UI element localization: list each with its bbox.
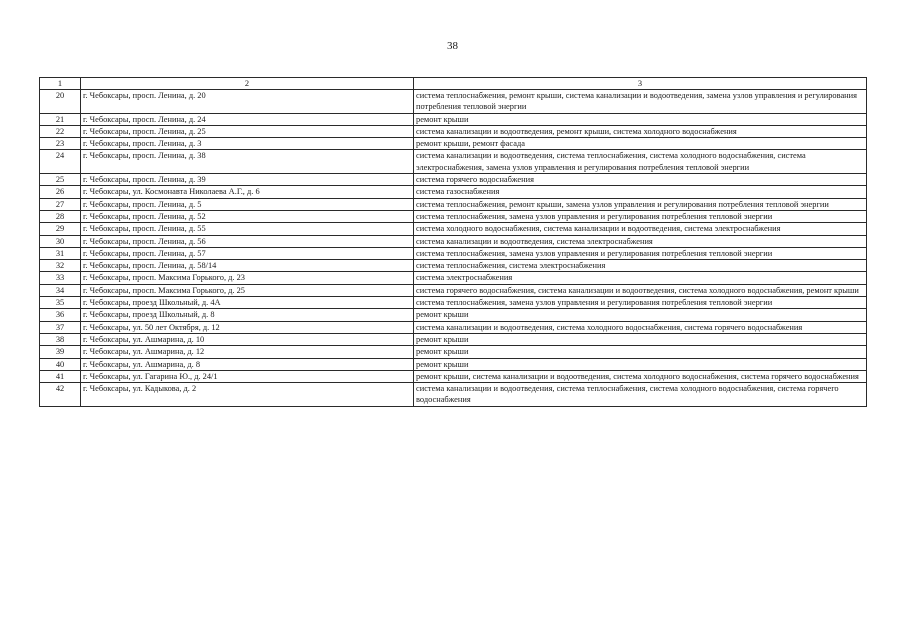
row-number: 36 <box>40 309 81 321</box>
works-cell: система теплоснабжения, замена узлов управления и регулирования потребления тепловой энергии <box>414 297 867 309</box>
works-cell: система канализации и водоотведения, ремонт крыши, система холодного водоснабжения <box>414 125 867 137</box>
table-row <box>40 138 867 150</box>
row-number: 24 <box>40 150 81 174</box>
address-cell: г. Чебоксары, просп. Ленина, д. 3 <box>81 138 414 150</box>
row-number: 37 <box>40 321 81 333</box>
address-cell: г. Чебоксары, просп. Ленина, д. 58/14 <box>81 260 414 272</box>
works-cell: ремонт крыши <box>414 358 867 370</box>
table-row <box>40 358 867 370</box>
table-row <box>40 235 867 247</box>
row-number: 39 <box>40 346 81 358</box>
works-cell: ремонт крыши <box>414 346 867 358</box>
works-cell: система теплоснабжения, ремонт крыши, система канализации и водоотведения, замена узлов управления и регулирования потребления тепловой энергии <box>414 90 867 114</box>
address-cell: г. Чебоксары, просп. Максима Горького, д. 23 <box>81 272 414 284</box>
address-cell: г. Чебоксары, ул. Ашмарина, д. 12 <box>81 346 414 358</box>
row-number: 21 <box>40 113 81 125</box>
works-cell: система канализации и водоотведения, система теплоснабжения, система холодного водоснабжения, система электроснабжения, замена узлов управления и регулирования потребления тепловой энергии <box>414 150 867 174</box>
row-number: 30 <box>40 235 81 247</box>
table-row <box>40 186 867 198</box>
address-cell: г. Чебоксары, просп. Ленина, д. 25 <box>81 125 414 137</box>
table-row <box>40 297 867 309</box>
address-cell: г. Чебоксары, просп. Ленина, д. 52 <box>81 210 414 222</box>
address-cell: г. Чебоксары, проезд Школьный, д. 8 <box>81 309 414 321</box>
row-number: 32 <box>40 260 81 272</box>
works-cell: система электроснабжения <box>414 272 867 284</box>
works-cell: ремонт крыши <box>414 309 867 321</box>
address-cell: г. Чебоксары, просп. Ленина, д. 56 <box>81 235 414 247</box>
address-cell: г. Чебоксары, ул. Гагарина Ю., д. 24/1 <box>81 370 414 382</box>
address-cell: г. Чебоксары, просп. Ленина, д. 39 <box>81 174 414 186</box>
works-cell: ремонт крыши, система канализации и водоотведения, система холодного водоснабжения, система горячего водоснабжения <box>414 370 867 382</box>
address-cell: г. Чебоксары, просп. Ленина, д. 20 <box>81 90 414 114</box>
row-number: 34 <box>40 284 81 296</box>
table-row <box>40 247 867 259</box>
row-number: 22 <box>40 125 81 137</box>
address-cell: г. Чебоксары, ул. Ашмарина, д. 8 <box>81 358 414 370</box>
works-cell: система горячего водоснабжения <box>414 174 867 186</box>
table-row <box>40 113 867 125</box>
row-number: 38 <box>40 333 81 345</box>
page-number: 38 <box>447 40 458 52</box>
row-number: 31 <box>40 247 81 259</box>
works-table <box>39 77 867 407</box>
works-cell: система канализации и водоотведения, система электроснабжения <box>414 235 867 247</box>
table-row <box>40 272 867 284</box>
table-row <box>40 309 867 321</box>
works-cell: система теплоснабжения, замена узлов управления и регулирования потребления тепловой энергии <box>414 247 867 259</box>
address-cell: г. Чебоксары, просп. Ленина, д. 55 <box>81 223 414 235</box>
works-cell: система горячего водоснабжения, система канализации и водоотведения, система холодного водоснабжения, ремонт крыши <box>414 284 867 296</box>
address-cell: г. Чебоксары, ул. Кадыкова, д. 2 <box>81 383 414 407</box>
works-cell: система газоснабжения <box>414 186 867 198</box>
address-cell: г. Чебоксары, просп. Ленина, д. 24 <box>81 113 414 125</box>
works-cell: система канализации и водоотведения, система холодного водоснабжения, система горячего водоснабжения <box>414 321 867 333</box>
column-number-3: 3 <box>414 78 867 90</box>
table-row <box>40 90 867 114</box>
works-cell: ремонт крыши <box>414 113 867 125</box>
row-number: 35 <box>40 297 81 309</box>
works-cell: система канализации и водоотведения, система теплоснабжения, система холодного водоснабжения, система горячего водоснабжения <box>414 383 867 407</box>
row-number: 33 <box>40 272 81 284</box>
table-row <box>40 174 867 186</box>
address-cell: г. Чебоксары, ул. 50 лет Октября, д. 12 <box>81 321 414 333</box>
table-row <box>40 260 867 272</box>
works-cell: ремонт крыши <box>414 333 867 345</box>
row-number: 42 <box>40 383 81 407</box>
works-cell: система теплоснабжения, ремонт крыши, замена узлов управления и регулирования потребления тепловой энергии <box>414 198 867 210</box>
row-number: 28 <box>40 210 81 222</box>
table-row <box>40 370 867 382</box>
works-cell: система теплоснабжения, замена узлов управления и регулирования потребления тепловой энергии <box>414 210 867 222</box>
table-row <box>40 223 867 235</box>
works-cell: система холодного водоснабжения, система канализации и водоотведения, система электроснабжения <box>414 223 867 235</box>
table-row <box>40 198 867 210</box>
address-cell: г. Чебоксары, ул. Ашмарина, д. 10 <box>81 333 414 345</box>
table-row <box>40 383 867 407</box>
row-number: 29 <box>40 223 81 235</box>
table-row <box>40 210 867 222</box>
address-cell: г. Чебоксары, просп. Ленина, д. 57 <box>81 247 414 259</box>
table-body <box>40 78 867 407</box>
column-number-1: 1 <box>40 78 81 90</box>
row-number: 41 <box>40 370 81 382</box>
row-number: 23 <box>40 138 81 150</box>
column-number-2: 2 <box>81 78 414 90</box>
works-cell: ремонт крыши, ремонт фасада <box>414 138 867 150</box>
address-cell: г. Чебоксары, просп. Ленина, д. 5 <box>81 198 414 210</box>
table-row <box>40 333 867 345</box>
works-cell: система теплоснабжения, система электроснабжения <box>414 260 867 272</box>
row-number: 26 <box>40 186 81 198</box>
table-row <box>40 321 867 333</box>
address-cell: г. Чебоксары, проезд Школьный, д. 4А <box>81 297 414 309</box>
address-cell: г. Чебоксары, ул. Космонавта Николаева А.Г., д. 6 <box>81 186 414 198</box>
row-number: 25 <box>40 174 81 186</box>
row-number: 27 <box>40 198 81 210</box>
table-row <box>40 284 867 296</box>
row-number: 40 <box>40 358 81 370</box>
address-cell: г. Чебоксары, просп. Максима Горького, д. 25 <box>81 284 414 296</box>
column-number-row <box>40 78 867 90</box>
address-cell: г. Чебоксары, просп. Ленина, д. 38 <box>81 150 414 174</box>
table-row <box>40 125 867 137</box>
row-number: 20 <box>40 90 81 114</box>
table-row <box>40 150 867 174</box>
table-row <box>40 346 867 358</box>
